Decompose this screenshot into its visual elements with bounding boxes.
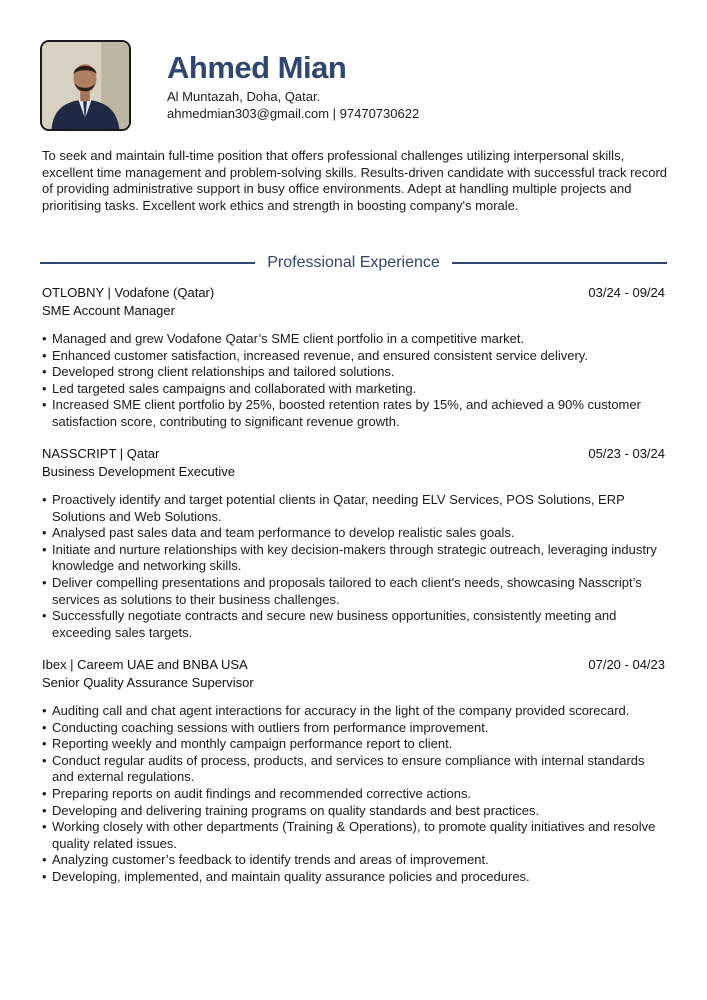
bullet-item: • Developing, implemented, and maintain quality assurance policies and procedures. xyxy=(42,869,665,886)
job-role: Senior Quality Assurance Supervisor xyxy=(42,675,254,690)
job-role: Business Development Executive xyxy=(42,464,235,479)
job-dates: 05/23 - 03/24 xyxy=(588,446,665,461)
bullet-item: • Working closely with other departments (Training & Operations), to promote quality initiatives and resolve quality related issues. xyxy=(42,819,665,852)
job-company: OTLOBNY | Vodafone (Qatar) xyxy=(42,285,215,300)
divider-left xyxy=(40,262,255,264)
bullet-item: • Led targeted sales campaigns and collaborated with marketing. xyxy=(42,381,665,398)
email-phone: ahmedmian303@gmail.com | 97470730622 xyxy=(167,106,420,121)
bullet-item: • Increased SME client portfolio by 25%, boosted retention rates by 15%, and achieved a 90% customer satisfaction score, contributing to significant revenue growth. xyxy=(42,397,665,430)
person-portrait-icon xyxy=(42,42,129,129)
bullet-item: • Successfully negotiate contracts and secure new business opportunities, consistently meeting and exceeding sales targets. xyxy=(42,608,665,641)
bullet-item: • Conduct regular audits of process, products, and services to ensure compliance with internal standards and external regulations. xyxy=(42,753,665,786)
job-role: SME Account Manager xyxy=(42,303,175,318)
divider-right xyxy=(452,262,667,264)
job-company: Ibex | Careem UAE and BNBA USA xyxy=(42,657,248,672)
job-company: NASSCRIPT | Qatar xyxy=(42,446,160,461)
summary-paragraph: To seek and maintain full-time position that offers professional challenges utilizing interpersonal skills, excellent time management and problem-solving skills. Results-driven candidate with successful track record of providing administrative support in busy office environments. Adept at handling multiple projects and prioritising tasks. Excellent work ethics and strength in boosting company's morale. xyxy=(42,148,667,214)
job-bullets xyxy=(42,492,665,641)
section-title: Professional Experience xyxy=(267,254,440,271)
candidate-name: Ahmed Mian xyxy=(167,50,347,85)
profile-photo xyxy=(40,40,131,131)
address: Al Muntazah, Doha, Qatar. xyxy=(167,89,321,104)
section-header-experience xyxy=(40,252,667,274)
job-dates: 07/20 - 04/23 xyxy=(588,657,665,672)
bullet-item: • Developed strong client relationships and tailored solutions. xyxy=(42,364,665,381)
bullet-item: • Analysed past sales data and team performance to develop realistic sales goals. xyxy=(42,525,665,542)
job-bullets xyxy=(42,331,665,431)
job-entry xyxy=(42,445,665,641)
bullet-item: • Enhanced customer satisfaction, increased revenue, and ensured consistent service delivery. xyxy=(42,348,665,365)
bullet-item: • Conducting coaching sessions with outliers from performance improvement. xyxy=(42,720,665,737)
bullet-item: • Developing and delivering training programs on quality standards and best practices. xyxy=(42,803,665,820)
job-dates: 03/24 - 09/24 xyxy=(588,285,665,300)
bullet-item: • Preparing reports on audit findings and recommended corrective actions. xyxy=(42,786,665,803)
bullet-item: • Reporting weekly and monthly campaign performance report to client. xyxy=(42,736,665,753)
bullet-item: • Auditing call and chat agent interactions for accuracy in the light of the company provided scorecard. xyxy=(42,703,665,720)
bullet-item: • Analyzing customer’s feedback to identify trends and areas of improvement. xyxy=(42,852,665,869)
bullet-item: • Deliver compelling presentations and proposals tailored to each client's needs, showcasing Nasscript’s services as solutions to their business challenges. xyxy=(42,575,665,608)
bullet-item: • Initiate and nurture relationships with key decision-makers through strategic outreach, leveraging industry knowledge and networking skills. xyxy=(42,542,665,575)
bullet-item: • Proactively identify and target potential clients in Qatar, needing ELV Services, POS Solutions, ERP Solutions and Web Solutions. xyxy=(42,492,665,525)
bullet-item: • Managed and grew Vodafone Qatar’s SME client portfolio in a competitive market. xyxy=(42,331,665,348)
job-entry xyxy=(42,656,665,886)
job-entry xyxy=(42,284,665,431)
job-bullets xyxy=(42,703,665,886)
